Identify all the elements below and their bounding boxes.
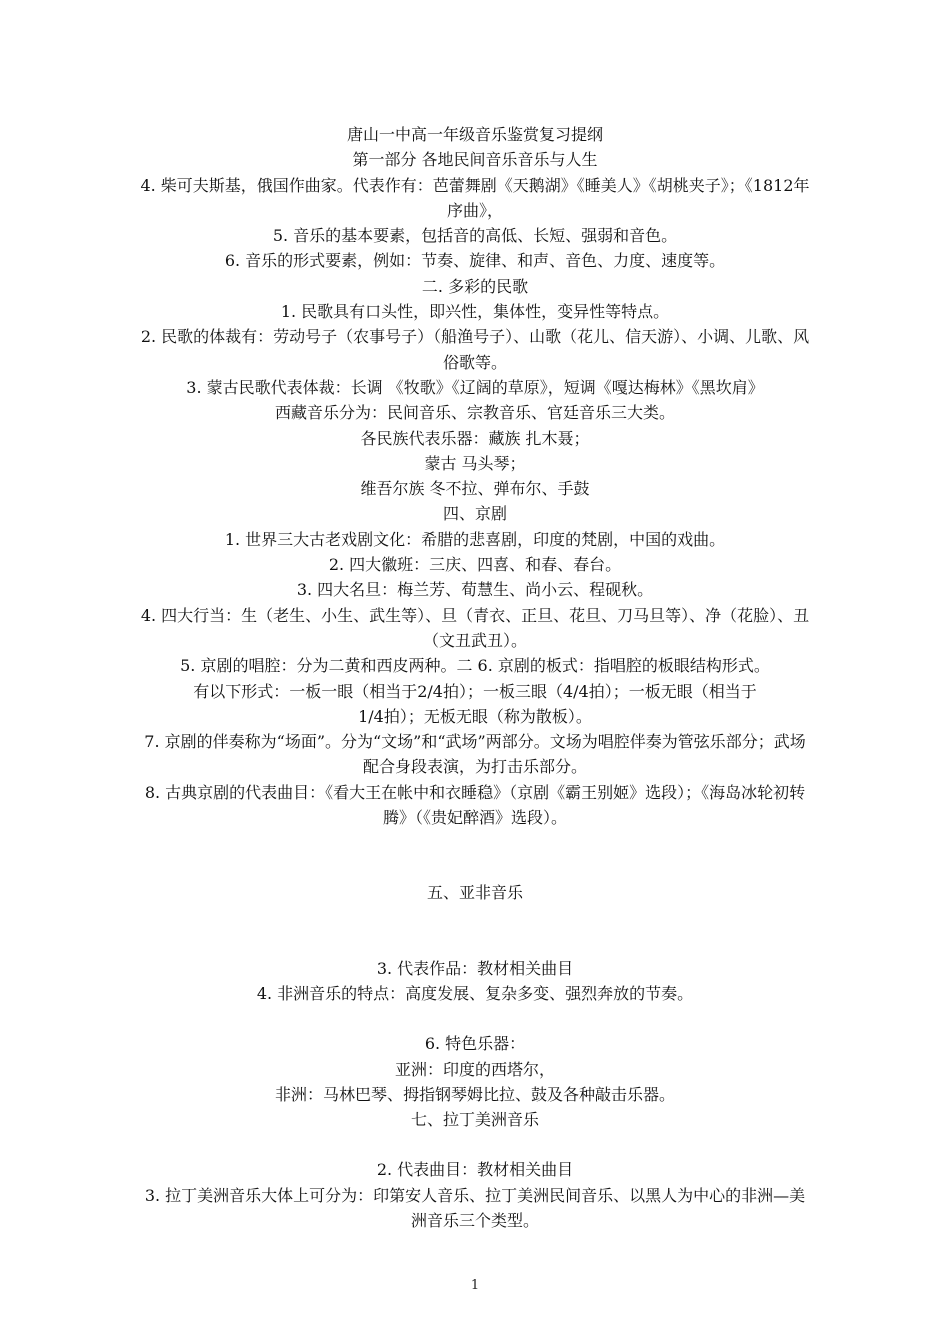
paragraph-mongolian-songs: 3. 蒙古民歌代表体裁：长调 《牧歌》《辽阔的草原》，短调《嘎达梅林》《黑坎肩》 [186,377,764,397]
paragraph-africa-traits: 4. 非洲音乐的特点：高度发展、复杂多变、强烈奔放的节奏。 [256,983,694,1003]
document-body [140,122,810,1233]
paragraph-form-elements: 6. 音乐的形式要素，例如：节奏、旋律、和声、音色、力度、速度等。 [224,251,726,271]
paragraph-opera-troupes: 2. 四大徽班：三庆、四喜、和春、春台。 [328,555,622,575]
spacer [140,1006,810,1031]
paragraph-opera-roles: 4. 四大行当：生（老生、小生、武生等）、旦（青衣、正旦、花旦、刀马旦等）、净（花脸）、丑（文丑武丑）。 [140,605,810,650]
paragraph-instruments-uyghur: 维吾尔族 冬不拉、弹布尔、手鼓 [360,479,590,499]
paragraph-tchaikovsky: 4. 柴可夫斯基，俄国作曲家。代表作有：芭蕾舞剧《天鹅湖》《睡美人》《胡桃夹子》；《1812年序曲》， [140,175,810,220]
section-heading-asia-africa: 五、亚非音乐 [426,883,523,903]
paragraph-special-instruments: 6. 特色乐器： [424,1034,526,1054]
paragraph-instruments-tibetan: 各民族代表乐器：藏族 扎木聂； [360,428,590,448]
paragraph-africa-instruments: 非洲：马林巴琴、拇指钢琴姆比拉、鼓及各种敲击乐器。 [274,1084,675,1104]
paragraph-latin-works: 2. 代表曲目：教材相关曲目 [376,1160,574,1180]
paragraph-opera-cultures: 1. 世界三大古老戏剧文化：希腊的悲喜剧，印度的梵剧，中国的戏曲。 [224,529,726,549]
section-heading-folk-songs: 二. 多彩的民歌 [421,276,529,296]
section-heading-peking-opera: 四、京剧 [442,504,507,524]
section-heading-latin-america: 七、拉丁美洲音乐 [410,1110,539,1130]
paragraph-asia-instrument: 亚洲：印度的西塔尔， [394,1059,555,1079]
part-heading: 第一部分 各地民间音乐音乐与人生 [352,150,598,170]
spacer [140,830,810,880]
document-title: 唐山一中高一年级音乐鉴赏复习提纲 [346,125,603,144]
page-number: 1 [470,1278,480,1293]
paragraph-basic-elements: 5. 音乐的基本要素，包括音的高低、长短、强弱和音色。 [272,226,678,246]
paragraph-folk-traits: 1. 民歌具有口头性，即兴性，集体性，变异性等特点。 [280,302,670,322]
paragraph-tibetan-music: 西藏音乐分为：民间音乐、宗教音乐、官廷音乐三大类。 [274,403,675,423]
paragraph-opera-beat-forms-cont: 1/4拍）；无板无眼（称为散板）。 [358,706,592,726]
paragraph-folk-genres: 2. 民歌的体裁有：劳动号子（农事号子）（船渔号子）、山歌（花儿、信天游）、小调、儿歌、风俗歌等。 [140,327,810,372]
paragraph-asia-works: 3. 代表作品：教材相关曲目 [376,958,574,978]
paragraph-opera-beat-forms: 有以下形式：一板一眼（相当于2/4拍）；一板三眼（4/4拍）；一板无眼（相当于 [193,681,757,701]
paragraph-opera-repertoire: 8. 古典京剧的代表曲目：《看大王在帐中和衣睡稳》（京剧《霸王别姬》选段）；《海岛冰轮初转腾》（《贵妃醉酒》选段）。 [144,782,806,828]
paragraph-opera-dan-masters: 3. 四大名旦：梅兰芳、荀慧生、尚小云、程砚秋。 [296,580,654,600]
paragraph-opera-accompaniment: 7. 京剧的伴奏称为“场面”。分为“文场”和“武场”两部分。文场为唱腔伴奏为管弦乐部分；武场配合身段表演，为打击乐部分。 [144,732,806,777]
paragraph-opera-singing-style: 5. 京剧的唱腔：分为二黄和西皮两种。二 6. 京剧的板式：指唱腔的板眼结构形式。 [180,656,770,676]
spacer [140,906,810,956]
paragraph-latin-types: 3. 拉丁美洲音乐大体上可分为：印第安人音乐、拉丁美洲民间音乐、以黑人为中心的非洲—美洲音乐三个类型。 [144,1185,806,1230]
paragraph-instruments-mongolian: 蒙古 马头琴； [424,453,526,473]
spacer [140,1132,810,1157]
